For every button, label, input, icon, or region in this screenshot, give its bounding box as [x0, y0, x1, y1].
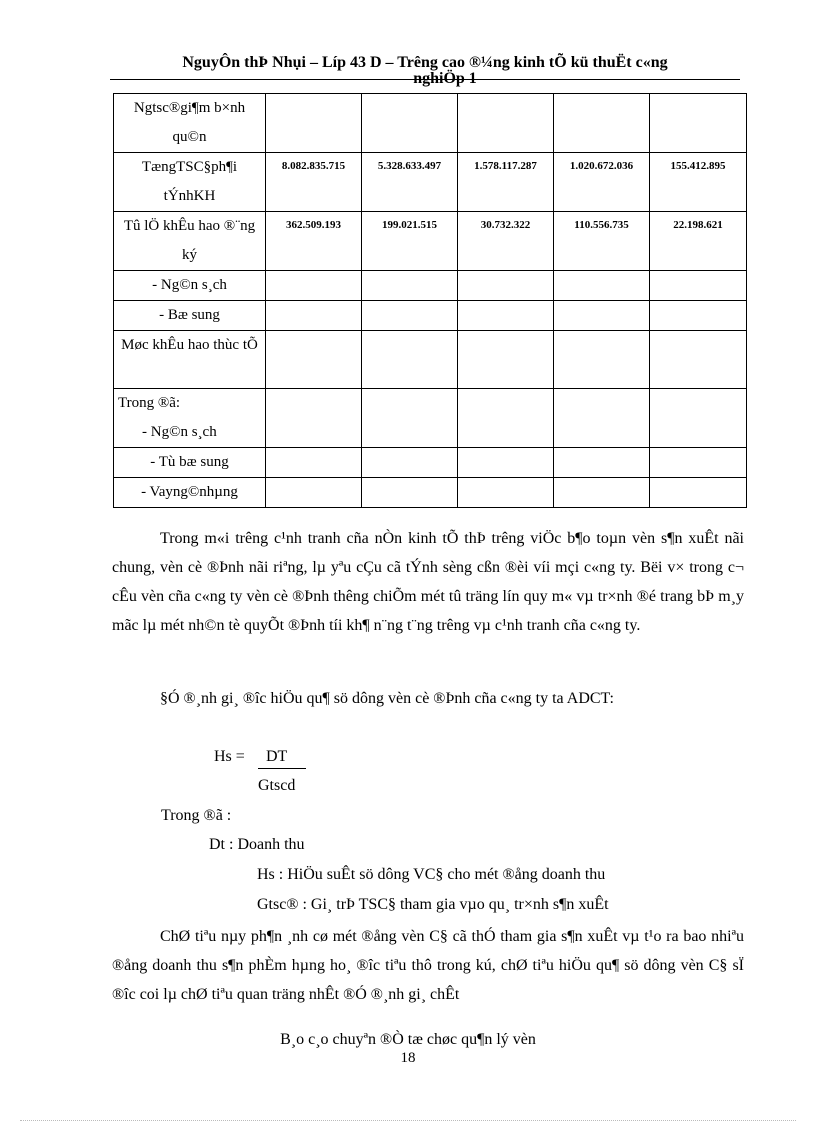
table-cell: 110.556.735 [554, 212, 650, 271]
table-row [114, 153, 747, 212]
depreciation-table [113, 93, 747, 508]
table-cell [458, 389, 554, 448]
row-label: Møc khÊu hao thùc tÕ [114, 331, 266, 389]
table-cell [554, 448, 650, 478]
body-paragraph-2: §Ó ®¸nh gi¸ ®îc hiÖu qu¶ sö dông vèn cè ®Þnh cña c«ng ty ta ADCT: [160, 690, 614, 707]
table-cell: 1.578.117.287 [458, 153, 554, 212]
row-label: TængTSC§ph¶i tÝnhKH [114, 153, 266, 212]
table-cell [362, 448, 458, 478]
table-row [114, 389, 747, 448]
table-cell: 1.020.672.036 [554, 153, 650, 212]
table-cell [650, 301, 747, 331]
table-cell [458, 331, 554, 389]
body-paragraph-1: Trong m«i trêng c¹nh tranh cña nÒn kinh tÕ thÞ trêng viÖc b¶o toµn vèn s¶n xuÊt nãi chung, vèn cè ®Þnh nãi riªng, lµ yªu cÇu cã tÝnh sèng cßn ®èi víi mçi c«ng ty. Bëi v× trong c¬ cÊu vèn cña c«ng ty vèn cè ®Þnh thêng chiÕm mét tû träng lín quy m« vµ tr×nh ®é trang bÞ m¸y mãc lµ mét nh©n tè quyÕt ®Þnh tíi kh¶ n¨ng t¨ng trêng vµ c¹nh tranh cña c«ng ty. [112, 530, 744, 634]
table-row [114, 271, 747, 301]
page-footer [0, 1030, 816, 1068]
table-cell [650, 331, 747, 389]
table-cell [266, 448, 362, 478]
row-label: - Vayng©nhµng [114, 478, 266, 508]
table-row [114, 331, 747, 389]
table-cell: 30.732.322 [458, 212, 554, 271]
where-label: Trong ®ã : [161, 807, 232, 824]
table-cell [458, 94, 554, 153]
table-row [114, 448, 747, 478]
table-cell [266, 331, 362, 389]
table-cell [650, 271, 747, 301]
table-row [114, 212, 747, 271]
header-line-2: nghiÖp 1 [413, 70, 477, 87]
table-cell [458, 448, 554, 478]
table-cell [650, 448, 747, 478]
table-cell [362, 331, 458, 389]
table-cell [266, 478, 362, 508]
table-row [114, 301, 747, 331]
row-label: Ngtsc®gi¶m b×nh qu©n [114, 94, 266, 153]
row-label: Tû lÖ khÊu hao ®¨ng ký [114, 212, 266, 271]
table-cell [554, 478, 650, 508]
row-sublabel: - Ng©n s¸ch [142, 424, 217, 440]
formula-numerator: DT [266, 748, 288, 765]
table-cell: 362.509.193 [266, 212, 362, 271]
table-cell [266, 271, 362, 301]
table-cell [650, 389, 747, 448]
table-cell [554, 271, 650, 301]
table-cell [362, 271, 458, 301]
page-number: 18 [400, 1050, 416, 1066]
row-label: - Bæ sung [114, 301, 266, 331]
table-cell [554, 94, 650, 153]
header-line-1: NguyÔn thÞ Nhụi – Líp 43 D – Trêng cao ®¼ng kinh tÕ kü thuËt c«ng [182, 54, 668, 71]
definition-hs: Hs : HiÖu suÊt sö dông VC§ cho mét ®ång doanh thu [257, 866, 606, 883]
table-cell [554, 301, 650, 331]
row-label: - Tù bæ sung [114, 448, 266, 478]
page-header [110, 54, 740, 88]
table-row [114, 478, 747, 508]
table-cell [458, 478, 554, 508]
table-cell [266, 389, 362, 448]
formula-fraction-bar [258, 768, 306, 769]
table-cell [554, 331, 650, 389]
definition-dt: Dt : Doanh thu [209, 836, 305, 853]
table-row [114, 94, 747, 153]
table-cell [554, 389, 650, 448]
header-rule [110, 79, 740, 80]
page-bottom-border [20, 1120, 796, 1121]
body-paragraph-3: ChØ tiªu nµy ph¶n ¸nh cø mét ®ång vèn C§ cã thÓ tham gia s¶n xuÊt vµ t¹o ra bao nhiªu ®ång doanh thu s¶n phÈm hµng ho¸ ®îc tiªu thô trong kú, chØ tiªu hiÖu qu¶ sö dông vèn C§ sÏ ®îc coi lµ chØ tiªu quan träng nhÊt ®Ó ®¸nh gi¸ chÊt [112, 928, 744, 1003]
table-cell [650, 94, 747, 153]
table-cell [266, 94, 362, 153]
table-cell [362, 301, 458, 331]
table-cell: 5.328.633.497 [362, 153, 458, 212]
table-cell [458, 271, 554, 301]
formula-lhs: Hs = [214, 748, 245, 765]
row-label [114, 389, 266, 448]
table-cell [458, 301, 554, 331]
row-label-main: Trong ®ã: [118, 395, 181, 411]
footer-title: B¸o c¸o chuyªn ®Ò tæ chøc qu¶n lý vèn [280, 1031, 536, 1048]
table-cell: 155.412.895 [650, 153, 747, 212]
table-cell [362, 94, 458, 153]
row-label: - Ng©n s¸ch [114, 271, 266, 301]
table-cell [362, 389, 458, 448]
table-cell [650, 478, 747, 508]
table-cell: 22.198.621 [650, 212, 747, 271]
definition-gtscd: Gtsc® : Gi¸ trÞ TSC§ tham gia vµo qu¸ tr×nh s¶n xuÊt [257, 896, 609, 913]
table-cell [266, 301, 362, 331]
table-cell [362, 478, 458, 508]
table-cell: 8.082.835.715 [266, 153, 362, 212]
table-cell: 199.021.515 [362, 212, 458, 271]
formula-denominator: Gtscd [258, 777, 296, 794]
